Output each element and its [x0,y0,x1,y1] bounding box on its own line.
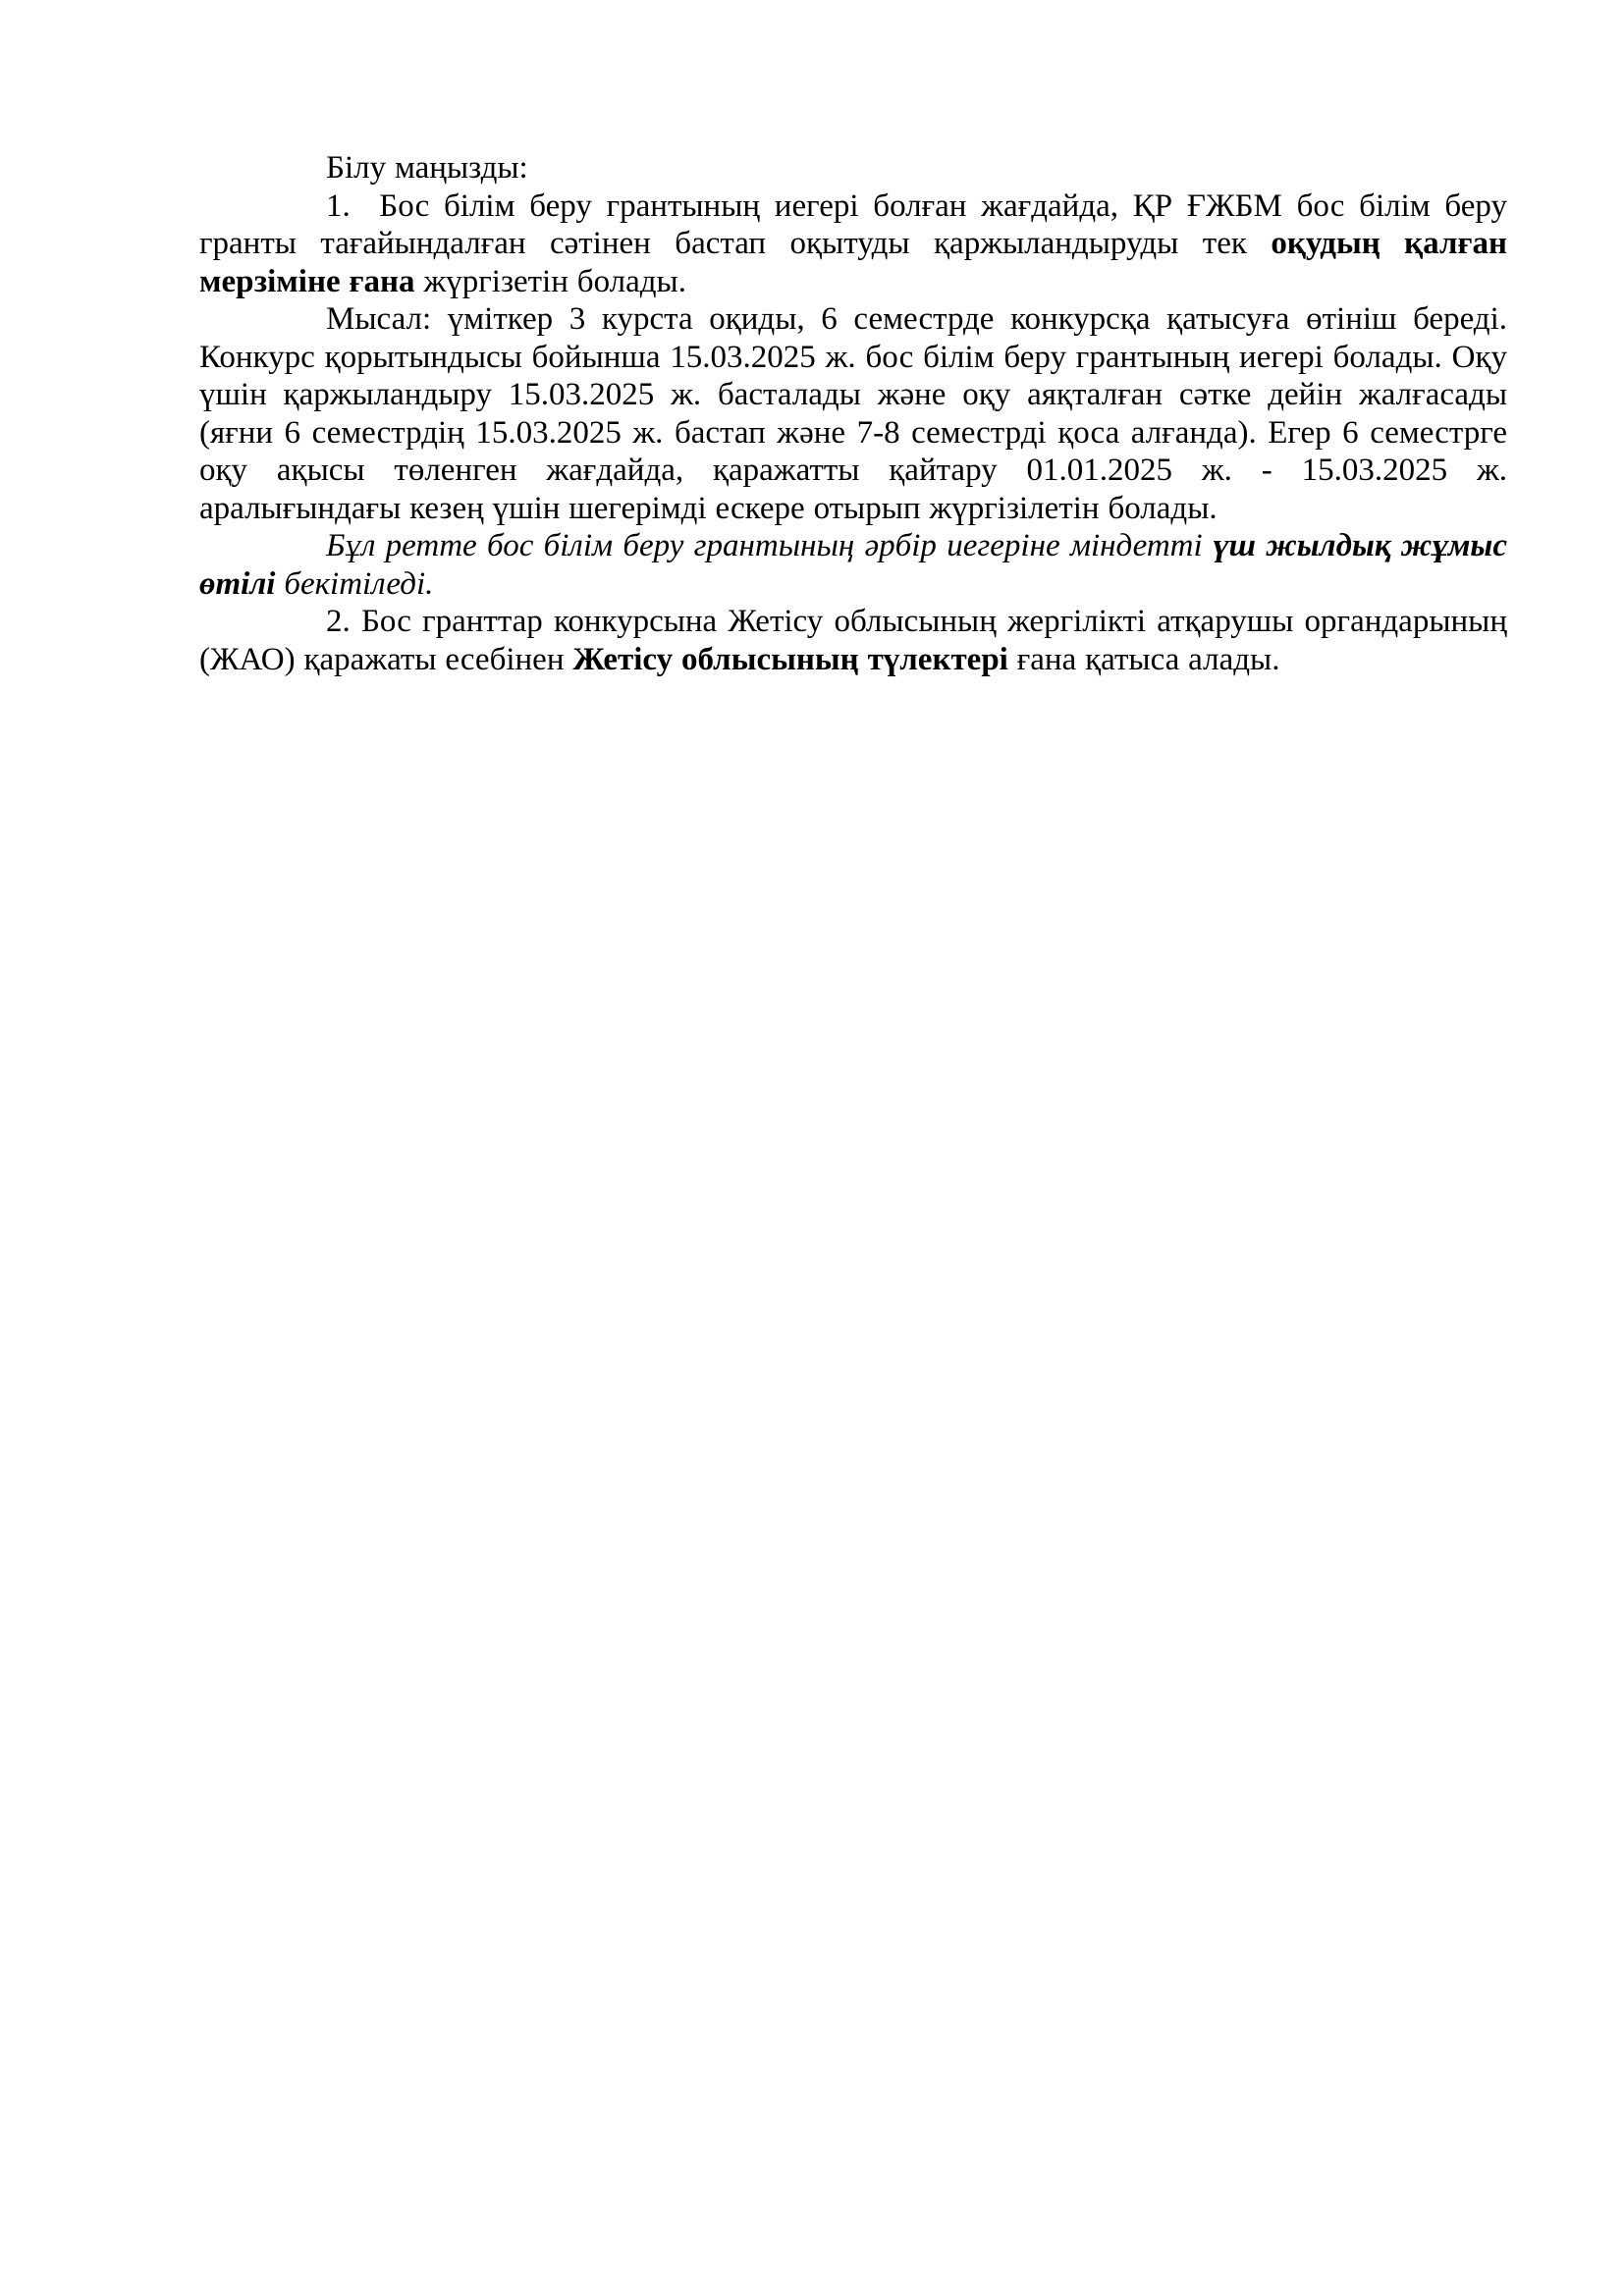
p4-run-bold: Жетісу облысының түлектері [572,641,1008,677]
p3-run-italic-2: бекітіледі. [275,565,434,602]
p1-run-bold: оқудың қалған мерзіміне ғана [199,226,1507,299]
p3-run-italic-1: Бұл ретте бос білім беру грантының әрбір иегеріне міндетті [326,528,1214,563]
paragraph-example [199,300,1507,527]
heading-line [199,149,1507,187]
p2-run-normal: Мысал: үміткер 3 курста оқиды, 6 семестрде конкурсқа қатысуға өтініш береді. Конкурс қорытындысы бойынша 15.03.2025 ж. бос білім беру грантының иегері болады. Оқу үшін қаржыландыру 15.03.2025 ж. басталады және оқу аяқталған сәтке дейін жалғасады (яғни 6 семестрдің 15.03.2025 ж. бастап және 7-8 семестрді қоса алғанда). Егер 6 семестрге оқу ақысы төленген жағдайда, қаражатты қайтару 01.01.2025 ж. - 15.03.2025 ж. аралығындағы кезең үшін шегерімді ескере отырып жүргізілетін болады. [199,301,1507,526]
p4-run-normal-2: ғана қатыса алады. [1007,641,1280,677]
p3-run-bold-italic-2: өтілі [199,565,276,602]
paragraph-local-grants [199,603,1507,678]
paragraph-grant-funding [199,187,1507,301]
heading-text: Білу маңызды: [326,150,528,186]
p4-run-normal-1: 2. Бос гранттар конкурсына Жетісу облысының жергілікті атқарушы органдарының (ЖАО) қаражаты есебінен [199,604,1507,677]
p1-run-normal-2: жүргізетін болады. [414,263,686,299]
paragraph-work-experience [199,527,1507,603]
p3-run-bold-italic-1: үш жылдық жұмыс [1213,528,1507,563]
p1-run-normal-1: 1. Бос білім беру грантының иегері болған жағдайда, ҚР ҒЖБМ бос білім беру гранты тағайындалған сәтінен бастап оқытуды қаржыландыруды тек [199,187,1507,261]
